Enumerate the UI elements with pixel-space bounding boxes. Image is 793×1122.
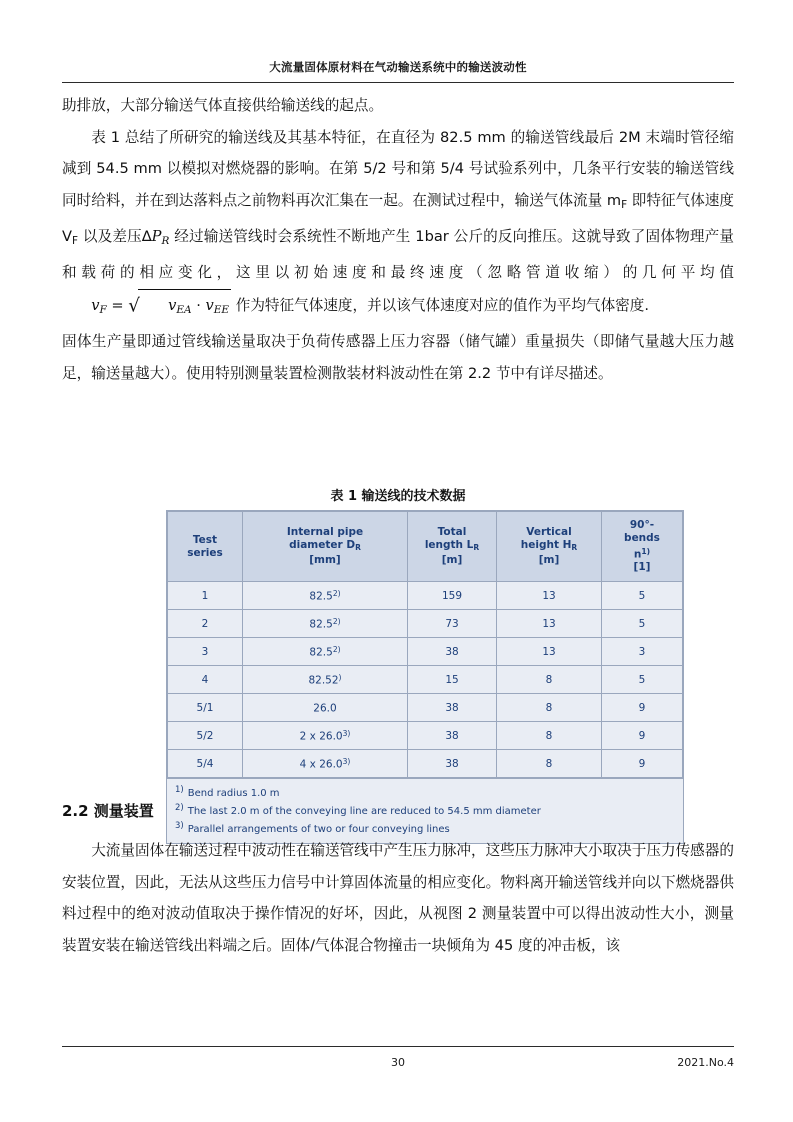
radical-sign: √ xyxy=(128,295,140,317)
cell-height: 8 xyxy=(497,750,602,778)
cell-series: 5/2 xyxy=(168,722,243,750)
col-bends-l1: 90°- xyxy=(629,519,655,531)
cell-diameter-mark: 2) xyxy=(332,589,341,599)
cell-bends: 9 xyxy=(602,694,683,722)
table-header xyxy=(168,512,683,582)
cell-bends: 5 xyxy=(602,582,683,610)
conveying-line-table xyxy=(166,510,684,844)
table-header-row xyxy=(168,512,683,582)
paragraph-2-part-a: 表 1 总结了所研究的输送线及其基本特征，在直径为 82.5 mm 的输送管线最后 2M 末端时管径缩减到 54.5 mm 以模拟对燃烧器的影响。在第 5/2 号和第 5/4 号试验系列中，几条平行安装的输送管线同时给料，并在到达落料点之前物料再次汇集在一起。在测试过程中，输送气体流量 m xyxy=(62,128,734,209)
paragraph-2-part-e: 作为特征气体速度，并以该气体速度对应的值作为平均气体密度. xyxy=(231,296,649,314)
table-row xyxy=(168,750,683,778)
footnote-mark: 2) xyxy=(175,803,184,814)
cell-diameter-value: 82.5 xyxy=(309,590,333,603)
cell-diameter-value: 82.5 xyxy=(309,646,333,659)
page-content xyxy=(62,0,734,1122)
col-height-l1: Vertical xyxy=(526,526,572,539)
cell-height: 13 xyxy=(497,610,602,638)
cell-length: 38 xyxy=(408,722,497,750)
formula-multiply: · xyxy=(191,296,206,314)
col-diameter-sub: R xyxy=(355,543,361,553)
col-vertical-height xyxy=(497,512,602,582)
col-length-unit: [m] xyxy=(441,554,463,567)
footnote-mark: 3) xyxy=(175,821,184,832)
cell-diameter xyxy=(243,694,408,722)
cell-series: 1 xyxy=(168,582,243,610)
formula-equals: = xyxy=(106,296,129,314)
cell-length: 15 xyxy=(408,666,497,694)
subscript-r: R xyxy=(161,234,170,247)
formula-geometric-mean xyxy=(62,289,231,326)
table-caption: 表 1 输送线的技术数据 xyxy=(330,489,466,504)
body-paragraphs xyxy=(62,90,734,389)
formula-vea: v xyxy=(168,296,177,314)
cell-diameter xyxy=(243,722,408,750)
footnote-text: The last 2.0 m of the conveying line are reduced to 54.5 mm diameter xyxy=(187,806,541,818)
cell-height: 8 xyxy=(497,722,602,750)
cell-height: 8 xyxy=(497,666,602,694)
col-height-sub: R xyxy=(571,543,578,553)
col-diameter-l2: diameter D xyxy=(289,539,356,552)
issue-label: 2021.No.4 xyxy=(677,1056,734,1069)
formula-vee-sub: EE xyxy=(213,303,230,316)
running-header xyxy=(62,58,734,76)
col-internal-diameter xyxy=(243,512,408,582)
footnote-text: Parallel arrangements of two or four conveying lines xyxy=(187,823,450,835)
cell-diameter-mark: 3) xyxy=(342,729,351,739)
paragraph-1: 助排放，大部分输送气体直接供给输送线的起点。 xyxy=(62,97,384,114)
cell-length: 38 xyxy=(408,750,497,778)
cell-series: 5/4 xyxy=(168,750,243,778)
table-body xyxy=(168,582,683,778)
table-row xyxy=(168,666,683,694)
cell-diameter-value: 82.5 xyxy=(309,618,333,631)
paragraph-2 xyxy=(62,122,734,327)
col-bends-unit: [1] xyxy=(633,561,651,574)
cell-bends: 9 xyxy=(602,750,683,778)
col-length-l2: length L xyxy=(424,539,474,552)
technical-data-table xyxy=(167,511,683,778)
cell-bends: 9 xyxy=(602,722,683,750)
cell-diameter xyxy=(243,582,408,610)
col-test-series-l2: series xyxy=(187,546,223,559)
col-bends-symbol: n xyxy=(633,548,642,561)
col-test-series xyxy=(168,512,243,582)
col-length-sub: R xyxy=(473,543,480,553)
table-row xyxy=(168,610,683,638)
col-length-l1: Total xyxy=(437,526,467,539)
paragraph-2-part-d: 经过输送管线时会系统性不断地产生 1bar 公斤的反向推压。这就导致了固体物理产量和载荷的相应变化，这里以初始速度和最终速度（忽略管道收缩）的几何平均值 xyxy=(62,227,734,282)
section-body xyxy=(62,835,734,961)
paragraph-2-part-c: 以及差压∆ xyxy=(78,227,152,245)
col-diameter-unit: [mm] xyxy=(309,554,341,567)
formula-v: v xyxy=(91,296,100,314)
col-height-unit: [m] xyxy=(538,554,560,567)
section-paragraph-1: 大流量固体在输送过程中波动性在输送管线中产生压力脉冲，这些压力脉冲大小取决于压力传感器的安装位置，因此，无法从这些压力信号中计算固体流量的相应变化。物料离开输送管线并向以下燃烧器供料过程中的绝对波动值取决于操作情况的好坏，因此，从视图 2 测量装置中可以得出波动性大小，测量装置安装在输送管线出料端之后。固体/气体混合物撞击一块倾角为 45 度的冲击板，该 xyxy=(62,842,734,954)
cell-diameter-value: 82.52 xyxy=(308,674,339,687)
formula-vee: v xyxy=(205,296,214,314)
footnote-mark: 1) xyxy=(175,785,184,796)
radicand xyxy=(138,289,231,326)
table-row xyxy=(168,694,683,722)
table-footnote xyxy=(175,783,675,801)
table-row xyxy=(168,638,683,666)
cell-diameter-value: 26.0 xyxy=(313,702,337,715)
cell-diameter xyxy=(243,666,408,694)
cell-length: 38 xyxy=(408,694,497,722)
cell-bends: 5 xyxy=(602,610,683,638)
cell-diameter-mark: 3) xyxy=(342,757,351,767)
section-heading: 2.2 测量装置 xyxy=(62,802,154,820)
col-test-series-l1: Test xyxy=(192,533,218,546)
symbol-pressure: P xyxy=(151,227,162,245)
cell-length: 73 xyxy=(408,610,497,638)
formula-vea-sub: EA xyxy=(176,303,192,316)
cell-diameter-value: 4 x 26.0 xyxy=(299,758,343,771)
cell-series: 3 xyxy=(168,638,243,666)
paragraph-2-part-b: 即特征气体速度 V xyxy=(62,191,735,245)
cell-series: 2 xyxy=(168,610,243,638)
cell-diameter-mark: 2) xyxy=(332,645,341,655)
col-diameter-l1: Internal pipe xyxy=(286,526,364,539)
cell-length: 38 xyxy=(408,638,497,666)
col-bends xyxy=(602,512,683,582)
cell-diameter-mark: ) xyxy=(338,673,342,683)
cell-diameter xyxy=(243,638,408,666)
page-number: 30 xyxy=(391,1056,405,1069)
cell-height: 8 xyxy=(497,694,602,722)
cell-diameter xyxy=(243,610,408,638)
cell-series: 4 xyxy=(168,666,243,694)
paragraph-3: 固体生产量即通过管线输送量取决于负荷传感器上压力容器（储气罐）重量损失（即储气量越大压力越足，输送量越大）。使用特别测量装置检测散装材料波动性在第 2.2 节中有详尽描述。 xyxy=(62,333,734,382)
footer-divider xyxy=(62,1046,734,1047)
subscript-vf: F xyxy=(71,234,79,247)
cell-height: 13 xyxy=(497,638,602,666)
cell-series: 5/1 xyxy=(168,694,243,722)
cell-length: 159 xyxy=(408,582,497,610)
cell-diameter-mark: 2) xyxy=(332,617,341,627)
table-row xyxy=(168,722,683,750)
formula-v-sub: F xyxy=(99,303,107,316)
cell-height: 13 xyxy=(497,582,602,610)
table-row xyxy=(168,582,683,610)
header-divider xyxy=(62,82,734,83)
cell-bends: 5 xyxy=(602,666,683,694)
col-height-l2: height H xyxy=(520,539,572,552)
cell-bends: 3 xyxy=(602,638,683,666)
col-bends-l2: bends xyxy=(624,532,660,544)
footnote-text: Bend radius 1.0 m xyxy=(187,788,280,800)
header-title: 大流量固体原材料在气动输送系统中的输送波动性 xyxy=(269,60,527,74)
col-total-length xyxy=(408,512,497,582)
subscript-mf: F xyxy=(621,198,628,211)
col-bends-footnote-mark: 1) xyxy=(641,547,651,556)
cell-diameter-value: 2 x 26.0 xyxy=(299,730,343,743)
cell-diameter xyxy=(243,750,408,778)
